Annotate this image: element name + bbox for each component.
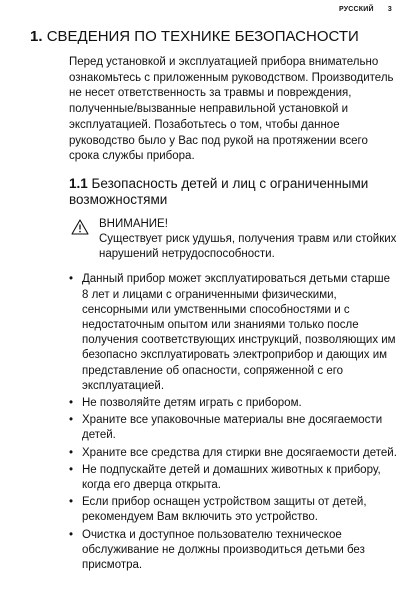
- list-item: [69, 528, 397, 574]
- main-content: [69, 55, 397, 575]
- section-title: СВЕДЕНИЯ ПО ТЕХНИКЕ БЕЗОПАСНОСТИ: [46, 28, 359, 45]
- section-number: 1.: [30, 28, 43, 45]
- page-number: 3: [387, 6, 392, 13]
- section-heading: [30, 28, 400, 46]
- list-item-text: Храните все средства для стирки вне досягаемости детей.: [82, 446, 397, 459]
- warning-triangle-icon: [71, 219, 89, 235]
- warning-block: [69, 217, 397, 262]
- page-header: [339, 6, 392, 13]
- warning-title: ВНИМАНИЕ!: [99, 217, 168, 230]
- list-item: [69, 463, 397, 493]
- list-item-text: Данный прибор может эксплуатироваться детьми старше 8 лет и лицами с ограниченными физическими, сенсорными или умственными способностями и с недостаточным опытом или знаниями только после получения соответствующих инструкций, позволяющих им безопасно эксплуатировать электроприбор и дающих им представление об опасности, сопряженной с его эксплуатацией.: [82, 273, 396, 392]
- subsection-title: Безопасность детей и лиц с ограниченными возможностями: [69, 175, 369, 208]
- list-item-text: Если прибор оснащен устройством защиты от детей, рекомендуем Вам включить это устройство.: [82, 496, 367, 524]
- subsection-heading: [69, 176, 397, 209]
- list-item: [69, 272, 397, 394]
- intro-paragraph: Перед установкой и эксплуатацией прибора внимательно ознакомьтесь с приложенным руководством. Производитель не несет ответственность за травмы и повреждения, полученные/вызванные неправильной установкой и эксплуатацией. Позаботьтесь о том, чтобы данное руководство было у Вас под рукой на протяжении всего срока службы прибора.: [69, 56, 394, 163]
- bullet-icon: •: [69, 496, 74, 509]
- bullet-icon: •: [69, 414, 74, 427]
- bullet-icon: •: [69, 528, 74, 541]
- safety-bullet-list: [69, 272, 397, 573]
- list-item-text: Очистка и доступное пользователю техническое обслуживание не должны производиться детьми без присмотра.: [82, 528, 365, 571]
- list-item-text: Не позволяйте детям играть с прибором.: [82, 396, 302, 409]
- list-item: [69, 413, 397, 443]
- bullet-icon: •: [69, 396, 74, 409]
- list-item: [69, 495, 397, 525]
- bullet-icon: •: [69, 446, 74, 459]
- header-language: РУССКИЙ: [338, 6, 374, 13]
- list-item: [69, 446, 397, 461]
- list-item: [69, 396, 397, 411]
- bullet-icon: •: [69, 273, 74, 286]
- bullet-icon: •: [69, 463, 74, 476]
- subsection-number: 1.1: [69, 175, 88, 191]
- warning-text: Существует риск удушья, получения травм или стойких нарушений нетрудоспособности.: [99, 232, 397, 261]
- list-item-text: Не подпускайте детей и домашних животных к прибору, когда его дверца открыта.: [82, 463, 381, 491]
- list-item-text: Храните все упаковочные материалы вне досягаемости детей.: [82, 414, 383, 442]
